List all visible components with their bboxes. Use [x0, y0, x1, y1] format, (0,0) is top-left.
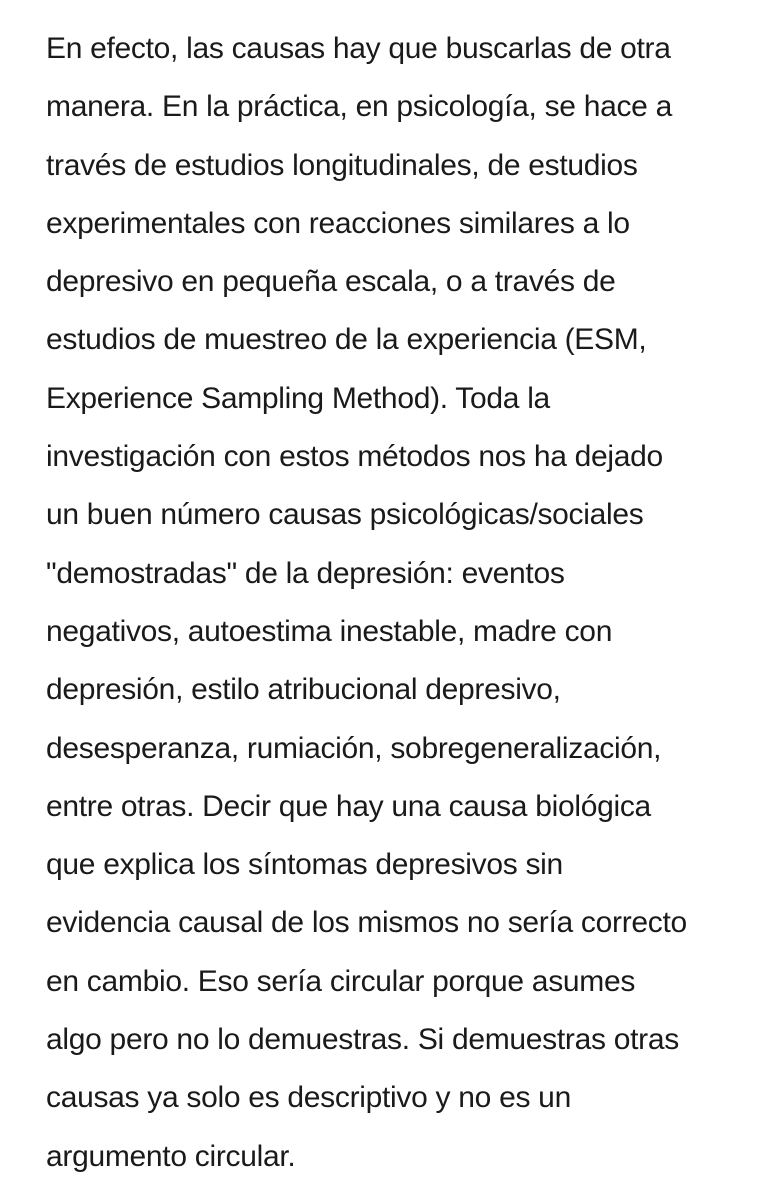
paragraph-line: argumento circular. — [46, 1139, 296, 1173]
paragraph-line: experimentales con reacciones similares a lo — [46, 206, 630, 240]
paragraph-line: desesperanza, rumiación, sobregeneralización, — [46, 731, 662, 765]
paragraph-line: estudios de muestreo de la experiencia (ESM, — [46, 323, 647, 357]
paragraph-line: causas ya solo es descriptivo y no es un — [46, 1081, 571, 1115]
paragraph-line: depresión, estilo atribucional depresivo, — [46, 673, 561, 707]
paragraph-line: evidencia causal de los mismos no sería correcto — [46, 906, 687, 940]
paragraph-line: que explica los síntomas depresivos sin — [46, 848, 563, 882]
paragraph-line: "demostradas" de la depresión: eventos — [46, 556, 565, 590]
paragraph-line: En efecto, las causas hay que buscarlas de otra — [46, 32, 671, 65]
paragraph-line: un buen número causas psicológicas/sociales — [46, 498, 644, 532]
paragraph-line: algo pero no lo demuestras. Si demuestras otras — [46, 1023, 679, 1057]
paragraph-line: en cambio. Eso sería circular porque asumes — [46, 964, 636, 998]
paragraph-line: investigación con estos métodos nos ha dejado — [46, 440, 663, 474]
paragraph-line: negativos, autoestima inestable, madre con — [46, 614, 613, 648]
paragraph-line: entre otras. Decir que hay una causa biológica — [46, 789, 651, 823]
paragraph-line: Experience Sampling Method). Toda la — [46, 381, 550, 415]
paragraph-line: través de estudios longitudinales, de estudios — [46, 148, 638, 182]
paragraph-line: manera. En la práctica, en psicología, se hace a — [46, 90, 672, 124]
article-paragraph — [46, 26, 746, 1192]
paragraph-line: depresivo en pequeña escala, o a través de — [46, 265, 616, 299]
